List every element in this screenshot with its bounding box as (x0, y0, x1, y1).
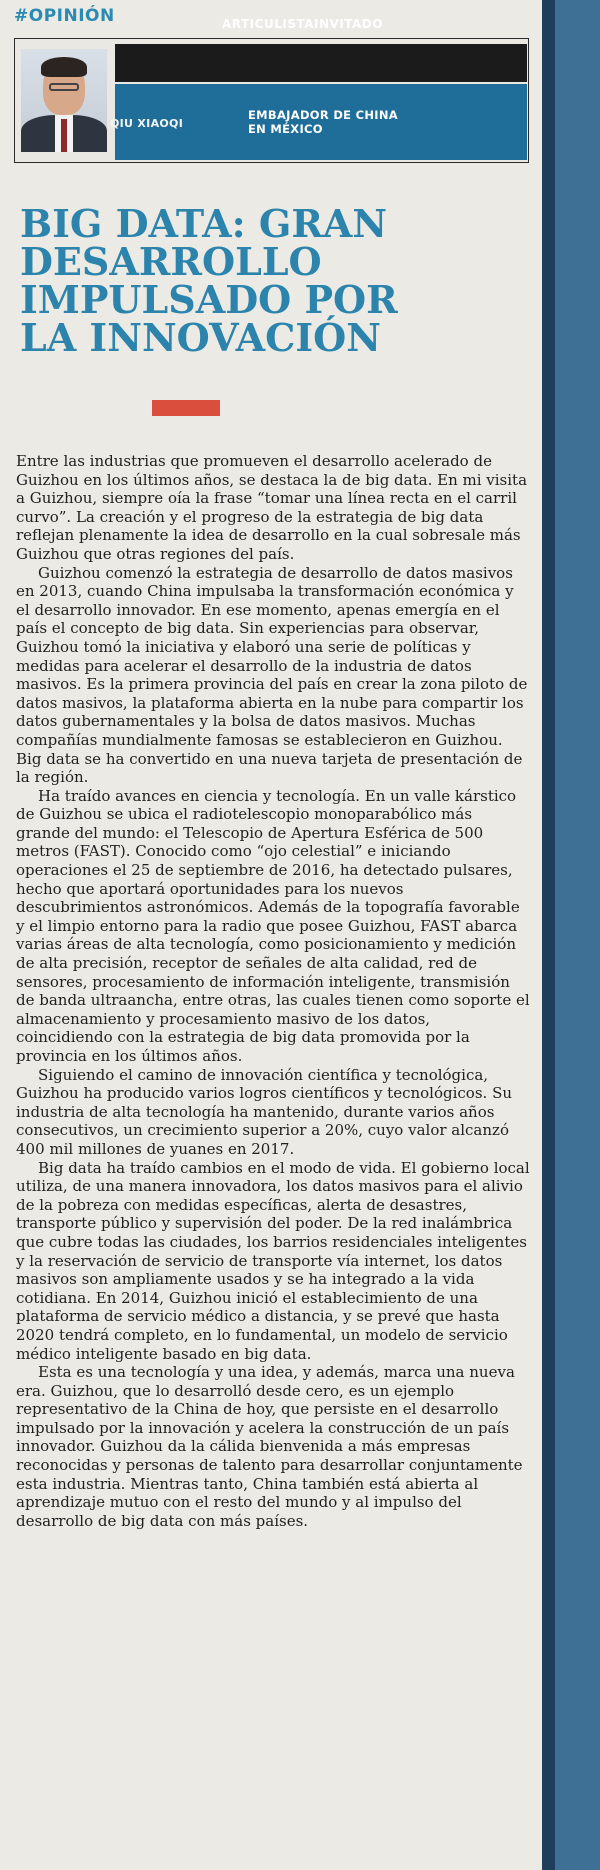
guest-columnist-label: ARTICULISTAINVITADO (222, 17, 383, 31)
section-tag: #OPINIÓN (14, 6, 115, 26)
role-band (115, 44, 527, 82)
portrait-tie (61, 119, 67, 152)
portrait-hair (41, 57, 87, 77)
author-name: QIU XIAOQI (110, 117, 184, 130)
accent-bar (152, 400, 220, 416)
headline-line1: BIG DATA: GRAN (20, 201, 388, 246)
article-headline (20, 201, 540, 360)
article-paragraph-3: Ha traído avances en ciencia y tecnología. En un valle kárstico de Guizhou se ubica el radiotelescopio monoparabólico más grande del mundo: el Telescopio de Apertura Esférica de 500 metros (FAST). Conocido como “ojo celestial” e iniciando operaciones el 25 de septiembre de 2016, ha detectado pulsares, hecho que aportará oportunidades para los nuevos descubrimientos astronómicos. Además de la topografía favorable y el limpio entorno para la radio que posee Guizhou, FAST abarca varias áreas de alta tecnología, como posicionamiento y medición de alta precisión, receptor de señales de alta calidad, red de sensores, procesamiento de información inteligente, transmisión de banda ultraancha, entre otras, las cuales tienen como soporte el almacenamiento y procesamiento masivo de los datos, coincidiendo con la estrategia de big data promovida por la provincia en los últimos años. (16, 786, 530, 1065)
edge-stripe (542, 0, 555, 1870)
article-paragraph-4: Siguiendo el camino de innovación científica y tecnológica, Guizhou ha producido varios logros científicos y tecnológicos. Su industria de alta tecnología ha mantenido, durante varios años consecutivos, un crecimiento superior a 20%, cuyo valor alcanzó 400 mil millones de yuanes en 2017. (16, 1065, 513, 1158)
author-title-line2: EN MÉXICO (248, 122, 323, 136)
headline-line4: LA INNOVACIÓN (20, 315, 381, 360)
headline-line3: IMPULSADO POR (20, 277, 398, 322)
article-paragraph-2: Guizhou comenzó la estrategia de desarrollo de datos masivos en 2013, cuando China impulsaba la transformación económica y el desarrollo innovador. En ese momento, apenas emergía en el país el concepto de big data. Sin experiencias para observar, Guizhou tomó la iniciativa y elaboró una serie de políticas y medidas para acelerar el desarrollo de la industria de datos masivos. Es la primera provincia del país en crear la zona piloto de datos masivos, la plataforma abierta en la nube para compartir los datos gubernamentales y la bolsa de datos masivos. Muchas compañías mundialmente famosas se establecieron en Guizhou. Big data se ha convertido en una nueva tarjeta de presentación de la región. (16, 563, 528, 787)
portrait-glasses (49, 83, 79, 91)
article-paragraph-6: Esta es una tecnología y una idea, y además, marca una nueva era. Guizhou, que lo desarrolló desde cero, es un ejemplo representativo de la China de hoy, que persiste en el desarrollo impulsado por la innovación y acelera la construcción de un país innovador. Guizhou da la cálida bienvenida a más empresas reconocidas y personas de talento para desarrollar conjuntamente esta industria. Mientras tanto, China también está abierta al aprendizaje mutuo con el resto del mundo y al impulso del desarrollo de big data con más países. (16, 1363, 523, 1530)
article-paragraph-1: Entre las industrias que promueven el desarrollo acelerado de Guizhou en los últimos años, se destaca la de big data. En mi visita a Guizhou, siempre oía la frase “tomar una línea recta en el carril curvo”. La creación y el progreso de la estrategia de big data reflejan plenamente la idea de desarrollo en la cual sobresale más Guizhou que otras regiones del país. (16, 452, 528, 563)
article-paragraph-5: Big data ha traído cambios en el modo de vida. El gobierno local utiliza, de una manera innovadora, los datos masivos para el alivio de la pobreza con medidas específicas, alerta de desastres, transporte público y supervisión del poder. De la red inalámbrica que cubre todas las ciudades, los barrios residenciales inteligentes y la reservación de servicio de transporte vía internet, los datos masivos son ampliamente usados y se ha integrado a la vida cotidiana. En 2014, Guizhou inició el establecimiento de una plataforma de servicio médico a distancia, y se prevé que hasta 2020 tendrá completo, en lo fundamental, un modelo de servicio médico inteligente basado en big data. (16, 1158, 530, 1363)
byline-box (14, 38, 529, 163)
author-title-line1: EMBAJADOR DE CHINA (248, 108, 398, 122)
article-body (16, 452, 530, 1530)
headline-line2: DESARROLLO (20, 239, 322, 284)
author-portrait-icon (21, 49, 107, 152)
author-title (248, 108, 398, 136)
